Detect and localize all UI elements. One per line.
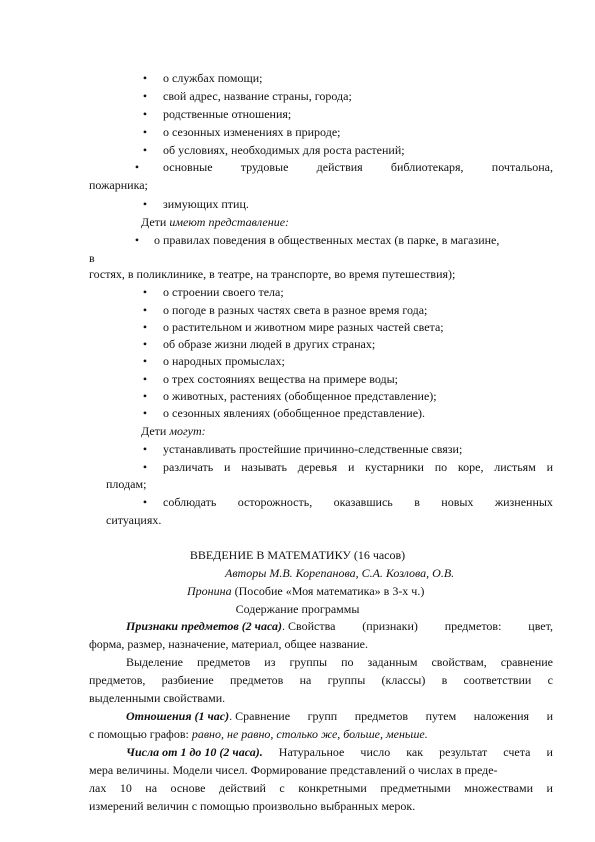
word: (признаки) (362, 619, 418, 633)
paragraph-lead (126, 708, 290, 724)
intro-text: Дети (141, 424, 170, 438)
bullet-marker: • (134, 160, 140, 174)
italic-terms: равно, не равно, столько же, больше, меньше. (191, 727, 428, 741)
word: наложения (473, 709, 530, 723)
word: счета (503, 745, 531, 759)
list-item: о погоде в разных частях света в разное время года; (163, 303, 428, 317)
paragraph-line (126, 654, 553, 670)
word: множествами (464, 781, 533, 795)
representation-intro (141, 214, 289, 230)
paragraph-lead (126, 618, 335, 634)
word: и (546, 745, 553, 759)
list-item: устанавливать простейшие причинно-следственные связи; (163, 442, 463, 456)
bullet-marker: • (142, 143, 148, 157)
list-item: свой адрес, название страны, города; (163, 89, 352, 103)
list-item: о растительном и животном мире разных частей света; (163, 320, 444, 334)
bullet-marker: • (142, 71, 148, 85)
paragraph-line (126, 744, 553, 760)
word: и (546, 460, 553, 474)
word: заданным (367, 655, 418, 669)
word: кустарники (365, 460, 424, 474)
word: лах (89, 781, 107, 795)
word: путем (425, 709, 457, 723)
word: на (145, 781, 158, 795)
word: соответствии (463, 673, 532, 687)
word: и (546, 781, 553, 795)
bullet-marker: • (142, 285, 148, 299)
list-item-justified (163, 494, 553, 510)
list-item: о животных, растениях (обобщенное представление); (163, 389, 437, 403)
word: и (546, 709, 553, 723)
word: Выделение (126, 655, 183, 669)
word: результат (439, 745, 488, 759)
bullet-marker: • (142, 495, 148, 509)
word: (классы) (381, 673, 426, 687)
bullet-marker: • (142, 389, 148, 403)
bullet-marker: • (142, 89, 148, 103)
topic-heading: Отношения (1 час) (126, 709, 230, 723)
word: свойствам, (431, 655, 487, 669)
word: цвет, (528, 619, 553, 633)
list-item-continuation: ситуациях. (106, 513, 162, 527)
word: соблюдать (163, 495, 217, 509)
list-item: о трех состояниях вещества на примере воды; (163, 372, 399, 386)
bullet-marker: • (142, 197, 148, 211)
word: из (264, 655, 276, 669)
paragraph-line: выделенными свойствами. (89, 691, 226, 705)
bullet-marker: • (142, 107, 148, 121)
bullet-marker: • (142, 303, 148, 317)
word: основные (163, 160, 213, 174)
word: деревья (297, 460, 338, 474)
section-title: ВВЕДЕНИЕ В МАТЕМАТИКУ (16 часов) (189, 548, 406, 562)
word: предметными (380, 781, 451, 795)
paragraph-line (126, 618, 553, 634)
intro-text: Дети (141, 215, 170, 229)
intro-italic: имеют представление: (169, 215, 290, 229)
list-item-continuation: в (89, 251, 95, 265)
list-item-continuation: гостях, в поликлинике, в театре, на транспорте, во время путешествия); (89, 267, 456, 281)
word: новых (441, 495, 474, 509)
word: и (224, 460, 231, 474)
bullet-marker: • (142, 354, 148, 368)
authors-names: Авторы М.В. Корепанова, С.А. Козлова, О.В. (225, 566, 455, 580)
word: сравнение (500, 655, 553, 669)
list-item: о службах помощи; (163, 71, 263, 85)
word: коре, (457, 460, 484, 474)
word: на (299, 673, 312, 687)
list-item: о правилах поведения в общественных местах (в парке, в магазине, (154, 233, 500, 247)
word: групп (307, 709, 338, 723)
word: предметов (196, 655, 251, 669)
list-item: об условиях, необходимых для роста растений; (163, 143, 405, 157)
word: действия (316, 160, 363, 174)
word: конкретными (298, 781, 367, 795)
word: называть (241, 460, 287, 474)
word: предметов (229, 673, 284, 687)
list-item-continuation: плодам; (106, 477, 147, 491)
list-item: о народных промыслах; (163, 354, 285, 368)
word: оказавшись (333, 495, 393, 509)
word: разбиение (161, 673, 214, 687)
word: основе (170, 781, 206, 795)
word: 10 (119, 781, 132, 795)
list-item: о сезонных изменениях в природе; (163, 125, 341, 139)
word: листьям (494, 460, 536, 474)
author-name: Пронина (187, 584, 232, 598)
topic-heading: Числа от 1 до 10 (2 часа). (126, 745, 263, 759)
word: осторожность, (237, 495, 313, 509)
word: по (434, 460, 448, 474)
authors-line (225, 565, 454, 581)
word: предметов, (89, 673, 146, 687)
word: действий (218, 781, 266, 795)
word: предметов: (444, 619, 502, 633)
word: библиотекаря, (390, 160, 464, 174)
contents-title: Содержание программы (235, 602, 360, 616)
intro-italic: могут: (169, 424, 206, 438)
bullet-marker: • (142, 406, 148, 420)
word: предметов (354, 709, 409, 723)
word: как (406, 745, 424, 759)
list-item: о строении своего тела; (163, 285, 284, 299)
paragraph-line (89, 780, 553, 796)
textbook-reference: (Пособие «Моя математика» в 3-х ч.) (231, 584, 425, 598)
list-item-justified (163, 459, 553, 475)
word: группы (327, 673, 366, 687)
list-item-justified (163, 159, 553, 175)
paragraph-line (89, 726, 428, 742)
paragraph-line (89, 672, 553, 688)
paragraph-line: мера величины. Модели чисел. Формирование представлений о числах в преде- (89, 763, 498, 777)
paragraph-line (126, 708, 553, 724)
bullet-marker: • (142, 460, 148, 474)
word: . Сравнение (229, 709, 291, 723)
word: с (279, 781, 285, 795)
bullet-marker: • (142, 337, 148, 351)
topic-heading: Признаки предметов (2 часа) (126, 619, 282, 633)
word: . Свойства (282, 619, 336, 633)
bullet-marker: • (142, 125, 148, 139)
bullet-marker: • (142, 442, 148, 456)
word: почтальона, (491, 160, 553, 174)
list-item-continuation: пожарника; (89, 178, 148, 192)
paragraph-line: форма, размер, назначение, материал, общее название. (89, 637, 368, 651)
bullet-marker: • (134, 233, 140, 247)
word: в (441, 673, 448, 687)
list-item: зимующих птиц. (163, 197, 249, 211)
authors-line (187, 583, 424, 599)
word: трудовые (240, 160, 289, 174)
word: различать (163, 460, 214, 474)
word: по (341, 655, 354, 669)
word: группы (289, 655, 328, 669)
abilities-intro (141, 423, 206, 439)
word: в (414, 495, 420, 509)
word: жизненных (494, 495, 553, 509)
bullet-marker: • (142, 320, 148, 334)
word: и (347, 460, 355, 474)
word: с (547, 673, 553, 687)
list-item: о сезонных явлениях (обобщенное представление). (163, 406, 426, 420)
text: с помощью графов: (89, 727, 192, 741)
bullet-marker: • (142, 372, 148, 386)
list-item: родственные отношения; (163, 107, 292, 121)
word: число (360, 745, 391, 759)
paragraph-line: измерений величин с помощью произвольно выбранных мерок. (89, 799, 416, 813)
list-item: об образе жизни людей в других странах; (163, 337, 376, 351)
word: Натуральное (278, 745, 345, 759)
